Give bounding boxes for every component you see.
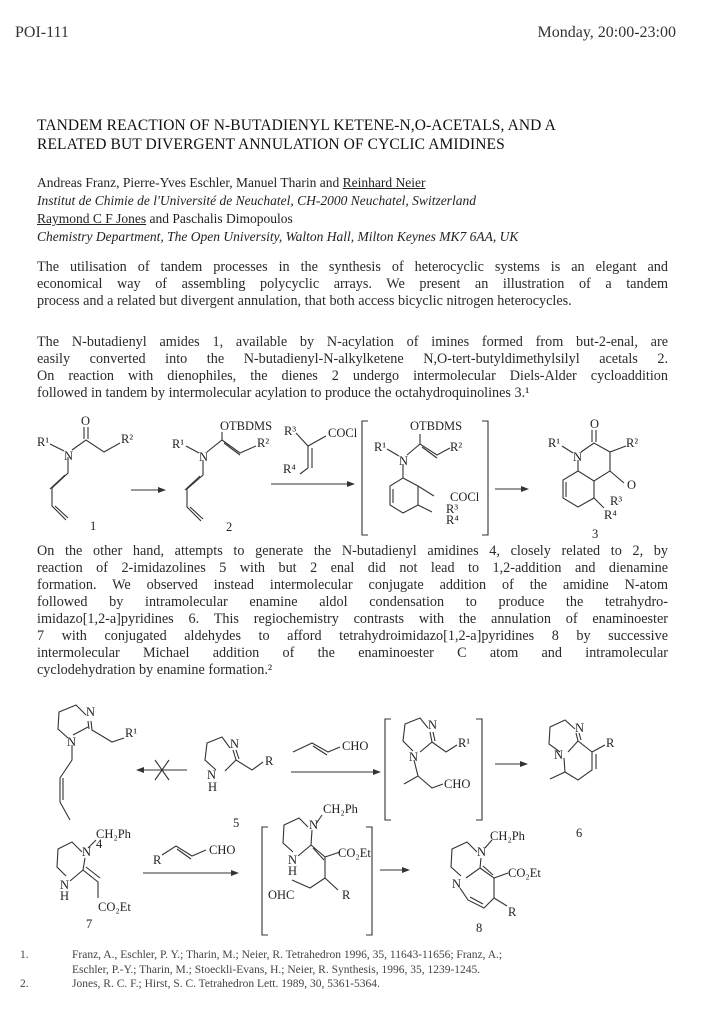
text-line: reaction of 2-imidazolines 5 with but 2 enal did not lead to 1,2-addition and dienamine: [37, 560, 668, 576]
reaction-arrow: [143, 870, 239, 876]
label-N: N: [409, 750, 419, 764]
label-N: N: [230, 737, 240, 751]
acryloyl-chloride-structure: [296, 433, 326, 474]
label-R3: R³: [284, 424, 297, 438]
compound-number: 5: [233, 816, 240, 830]
label-H: H: [288, 864, 298, 878]
affiliation-1: Institut de Chimie de l'Université de Neuchatel, CH-2000 Neuchatel, Switzerland: [37, 193, 476, 208]
label-R1: R¹: [125, 726, 138, 740]
label-CH2Ph: CH₂Ph: [490, 829, 525, 843]
text-line: On reaction with dienophiles, the dienes 2 undergo intermolecular Diels-Alder cycloaddition: [37, 368, 668, 384]
label-COCl: COCl: [450, 490, 480, 504]
compound-number: 7: [86, 917, 93, 931]
label-R4: R⁴: [446, 513, 459, 527]
title-line: RELATED BUT DIVERGENT ANNULATION OF CYCLIC AMIDINES: [37, 136, 505, 153]
text-line: cyclodehydration by enamine formation.²: [37, 662, 273, 678]
affiliation-2: Chemistry Department, The Open University, Walton Hall, Milton Keynes MK7 6AA, UK: [37, 229, 519, 244]
label-R: R: [153, 853, 162, 867]
reaction-arrow: [495, 486, 529, 492]
label-R2: R²: [121, 432, 134, 446]
label-R3: R³: [446, 502, 459, 516]
label-OHC: OHC: [268, 888, 295, 902]
reference-item: [20, 977, 502, 992]
label-N: N: [199, 450, 209, 464]
label-R1: R¹: [458, 736, 471, 750]
label-N: N: [288, 853, 298, 867]
label-OTBDMS: OTBDMS: [220, 419, 273, 433]
label-N: N: [309, 818, 319, 832]
label-N: N: [477, 845, 487, 859]
text-line: imidazo[1,2-a]pyridines 6. This regiochemistry contrasts with the annulation of enaminoester: [37, 611, 668, 627]
text-line: The utilisation of tandem processes in the synthesis of heterocyclic systems is an elegant and: [37, 259, 668, 275]
label-N: N: [82, 845, 92, 859]
label-R1: R¹: [172, 437, 185, 451]
label-N: N: [554, 748, 564, 762]
label-O: O: [627, 478, 637, 492]
compound-1-structure: [50, 427, 120, 520]
reaction-arrow: [495, 761, 528, 767]
compound-4-structure: [58, 705, 124, 820]
author-names: Andreas Franz, Pierre-Yves Eschler, Manuel Tharin and: [37, 175, 343, 190]
label-R4: R⁴: [283, 462, 296, 476]
label-COCl: COCl: [328, 426, 358, 440]
label-N: N: [64, 449, 74, 463]
label-O: O: [590, 417, 600, 431]
text-line: intermolecular Michael addition of the enaminoester C atom and intramolecular: [37, 645, 668, 661]
label-OTBDMS: OTBDMS: [410, 419, 463, 433]
label-N: N: [575, 721, 585, 735]
label-CO2Et: CO₂Et: [338, 846, 371, 860]
label-R2: R²: [450, 440, 463, 454]
label-R4: R⁴: [604, 508, 617, 522]
compound-number: 1: [90, 519, 97, 533]
presenting-author: Reinhard Neier: [342, 175, 426, 190]
label-R1: R¹: [374, 440, 387, 454]
scheme-1: [37, 414, 638, 541]
compound-2-structure: [185, 432, 256, 521]
label-N: N: [60, 878, 70, 892]
compound-number: 3: [592, 527, 599, 541]
label-N: N: [67, 735, 77, 749]
reaction-arrow: [291, 769, 381, 775]
label-R2: R²: [626, 436, 639, 450]
text-line: economical way of assembling polycyclic arrays. We present an illustration of a tandem: [37, 276, 668, 292]
reference-number: 2.: [20, 978, 29, 990]
label-H: H: [208, 780, 218, 794]
reaction-arrow: [380, 867, 410, 873]
label-O: O: [81, 414, 91, 428]
label-N: N: [86, 705, 96, 719]
label-R: R: [606, 736, 615, 750]
text-line: process and a related but divergent annulation, that both access bicyclic nitrogen heterocycles.: [37, 293, 572, 309]
label-CHO: CHO: [342, 739, 369, 753]
label-R2: R²: [257, 436, 270, 450]
label-H: H: [60, 889, 70, 903]
text-line: followed in tandem by intermolecular acylation to produce the octahydroquinolines 3.¹: [37, 385, 530, 401]
reference-line: Franz, A., Eschler, P. Y.; Tharin, M.; Neier, R. Tetrahedron 1996, 35, 11643-11656; Franz, A.;: [72, 949, 503, 961]
session-time: Monday, 20:00-23:00: [537, 24, 676, 41]
title-line: TANDEM REACTION OF N-BUTADIENYL KETENE-N,O-ACETALS, AND A: [37, 117, 556, 134]
text-line: The N-butadienyl amides 1, available by N-acylation of imines formed from but-2-enal, are: [37, 334, 668, 350]
crotonaldehyde-structure: [293, 743, 340, 755]
bracket: [262, 827, 372, 935]
label-R: R: [265, 754, 274, 768]
references: [20, 948, 502, 992]
label-N: N: [452, 877, 462, 891]
label-CHO: CHO: [444, 777, 471, 791]
label-CH2Ph: CH₂Ph: [96, 827, 131, 841]
label-N: N: [207, 768, 217, 782]
label-N: N: [573, 450, 583, 464]
reaction-arrow: [271, 481, 355, 487]
reference-line: Jones, R. C. F.; Hirst, S. C. Tetrahedron Lett. 1989, 30, 5361-5364.: [72, 978, 380, 990]
reference-item: [20, 948, 502, 977]
label-R: R: [508, 905, 517, 919]
intermediate-structure: [387, 434, 450, 513]
label-R1: R¹: [548, 436, 561, 450]
scheme-2: [57, 705, 615, 935]
text-line: On the other hand, attempts to generate the N-butadienyl amidines 4, closely related to 2, by: [37, 543, 668, 559]
text-line: easily converted into the N-butadienyl-N-alkylketene N,O-tert-butyldimethylsilyl acetals 2.: [37, 351, 668, 367]
label-N: N: [399, 454, 409, 468]
compound-number: 8: [476, 921, 483, 935]
blocked-reaction-arrow: [136, 760, 187, 780]
reference-number: 1.: [20, 949, 29, 961]
label-R1: R¹: [37, 435, 50, 449]
label-CHO: CHO: [209, 843, 236, 857]
label-CO2Et: CO₂Et: [508, 866, 541, 880]
compound-number: 2: [226, 520, 233, 534]
label-N: N: [428, 718, 438, 732]
label-R3: R³: [610, 494, 623, 508]
label-R: R: [342, 888, 351, 902]
reaction-arrow: [131, 487, 166, 493]
label-CH2Ph: CH₂Ph: [323, 802, 358, 816]
reference-line: Eschler, P.-Y.; Tharin, M.; Stoeckli-Evans, H.; Neier, R. Synthesis, 1996, 35, 1239-1245.: [72, 963, 481, 976]
text-line: formation. We observed instead intermolecular conjugate addition of the amidine N-atom: [37, 577, 668, 593]
enal-structure: [162, 846, 206, 859]
presenting-author: Raymond C F Jones: [37, 211, 147, 226]
text-line: followed by intramolecular enamine aldol condensation to produce the tetrahydro-: [37, 594, 668, 610]
bracket: [362, 421, 488, 535]
compound-number: 4: [96, 837, 103, 851]
label-CO2Et: CO₂Et: [98, 900, 131, 914]
poster-code: POI-111: [15, 24, 69, 41]
author-names: and Paschalis Dimopoulos: [146, 211, 293, 226]
text-line: 7 with conjugated aldehydes to afford tetrahydroimidazo[1,2-a]pyridines 8 by successive: [37, 628, 668, 644]
compound-number: 6: [576, 826, 583, 840]
